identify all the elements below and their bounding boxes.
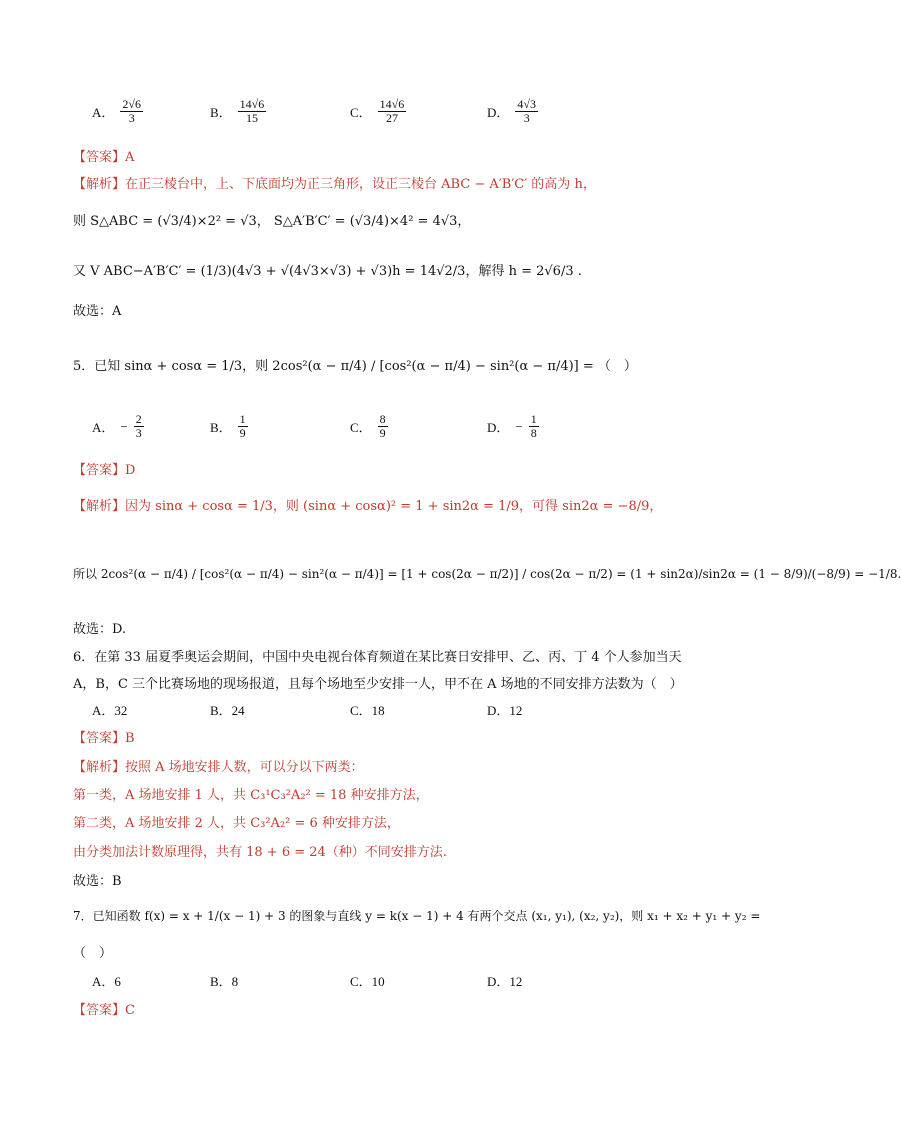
q5-option-a: A． − $\frac{2}{3}$ [92,412,142,441]
q4-analysis-line2: 则 S△ABC = (√3/4)×2² = √3， S△A′B′C′ = (√3/4)×4² = 4√3， [73,214,471,229]
q4-answer: 【答案】A [73,150,135,165]
q6-answer: 【答案】B [73,731,135,746]
q5-stem: 5．已知 sinα + cosα = 1/3，则 2cos²(α − π/4) / [cos²(α − π/4) − sin²(α − π/4)] = （ ） [73,359,637,374]
q4-option-c: C． $\frac{14√6}{27}$ [350,97,405,126]
q4-choose: 故选：A [73,304,122,319]
q5-answer: 【答案】D [73,463,136,478]
q7-option-c: C．10 [350,974,385,989]
q5-analysis-line1: 【解析】因为 sinα + cosα = 1/3，则 (sinα + cosα)² = 1 + sin2α = 1/9，可得 sin2α = −8/9， [73,499,663,514]
q7-stem-line1: 7．已知函数 f(x) = x + 1/(x − 1) + 3 的图象与直线 y = k(x − 1) + 4 有两个交点 (x₁, y₁), (x₂, y₂)，则 x₁ + x₂ + y₁ + y₂ = [73,909,761,923]
q6-analysis-line4: 由分类加法计数原理得，共有 18 + 6 = 24（种）不同安排方法. [73,845,447,860]
q4-option-d: D． $\frac{4√3}{3}$ [487,97,536,126]
q7-option-a: A．6 [92,974,121,989]
q7-option-d: D．12 [487,974,523,989]
q6-option-a: A．32 [92,703,128,718]
q5-option-c: C． $\frac{8}{9}$ [350,412,386,441]
q6-stem-line1: 6．在第 33 届夏季奥运会期间，中国中央电视台体育频道在某比赛日安排甲、乙、丙、丁 4 个人参加当天 [73,650,682,665]
q5-choose: 故选：D. [73,622,127,637]
q6-analysis-line1: 【解析】按照 A 场地安排人数，可以分以下两类： [73,760,364,775]
q6-analysis-line2: 第一类，A 场地安排 1 人，共 C₃¹C₃²A₂² = 18 种安排方法， [73,788,429,803]
q6-analysis-line3: 第二类，A 场地安排 2 人，共 C₃²A₂² = 6 种安排方法， [73,816,400,831]
q7-option-b: B．8 [210,974,239,989]
q4-analysis-line3: 又 V ABC−A′B′C′ = (1/3)(4√3 + √(4√3×√3) + √3)h = 14√2/3，解得 h = 2√6/3 . [73,264,582,279]
q6-option-c: C．18 [350,703,385,718]
q5-option-b: B． $\frac{1}{9}$ [210,412,246,441]
q6-stem-line2: A，B，C 三个比赛场地的现场报道，且每个场地至少安排一人，甲不在 A 场地的不同安排方法数为（ ） [73,677,683,692]
q5-option-d: D． − $\frac{1}{8}$ [487,412,537,441]
q6-option-d: D．12 [487,703,523,718]
q4-option-a: A． $\frac{2√6}{3}$ [92,97,141,126]
q6-option-b: B．24 [210,703,245,718]
q4-options [92,98,652,134]
q6-choose: 故选：B [73,874,122,889]
q4-analysis-line1: 【解析】在正三棱台中，上、下底面均为正三角形，设正三棱台 ABC − A′B′C′ 的高为 h， [73,177,596,192]
q7-answer: 【答案】C [73,1003,135,1018]
q5-options [92,413,652,449]
q7-stem-line2: （ ） [73,946,113,961]
q5-analysis-line2: 所以 2cos²(α − π/4) / [cos²(α − π/4) − sin²(α − π/4)] = [1 + cos(2α − π/2)] / cos(2α − π/2) = (1 + sin2α)/sin2α = (1 − 8/9)/(−8/9) = −1/8. [73,567,901,581]
q4-option-b: B． $\frac{14√6}{15}$ [210,97,265,126]
